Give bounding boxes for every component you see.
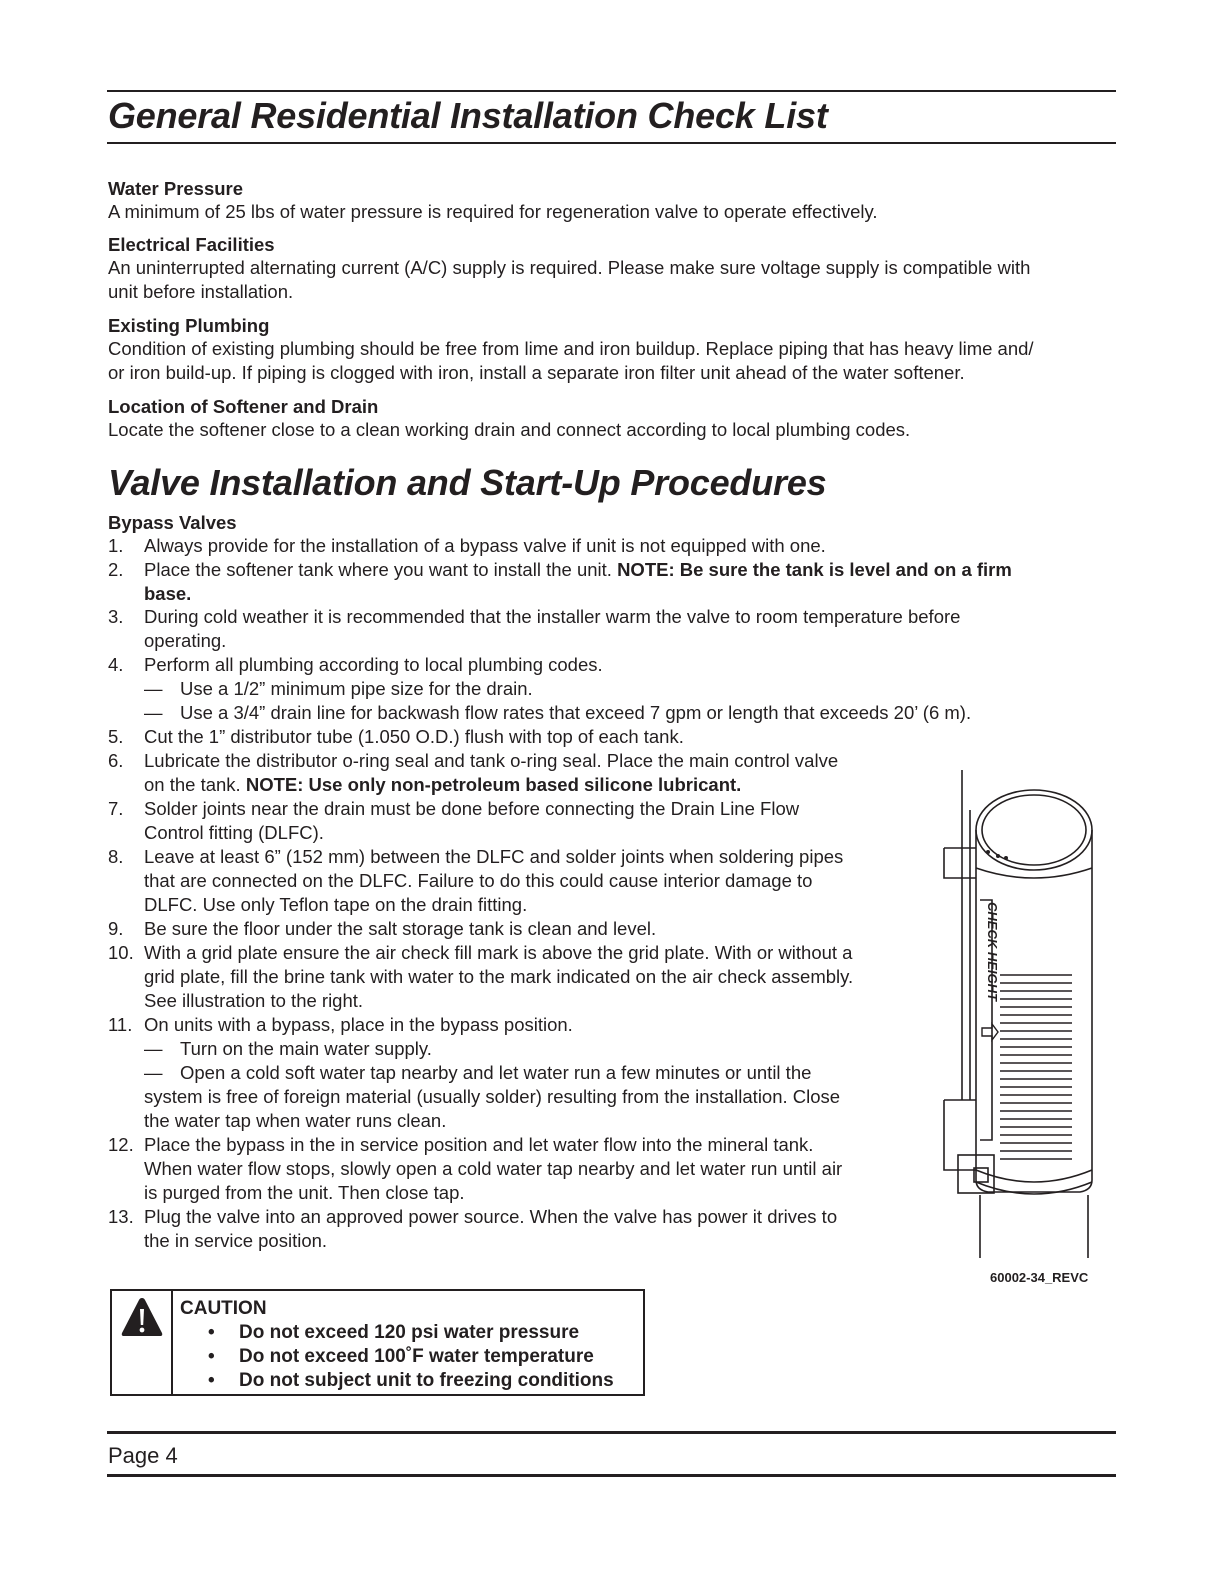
step-text: On units with a bypass, place in the bypass position. bbox=[144, 1014, 573, 1035]
footer-top-rule bbox=[107, 1431, 1116, 1434]
step-text: Always provide for the installation of a bypass valve if unit is not equipped with one. bbox=[144, 535, 826, 556]
caution-item-text: Do not subject unit to freezing conditions bbox=[239, 1370, 614, 1391]
sub-item-text: Use a 3/4” drain line for backwash flow rates that exceed 7 gpm or length that exceeds 20’ (6 m). bbox=[180, 702, 972, 723]
step-number: 1. bbox=[108, 535, 124, 556]
sub-item-text: Use a 1/2” minimum pipe size for the drain. bbox=[180, 678, 533, 699]
step-text: Control fitting (DLFC). bbox=[144, 822, 324, 843]
step-text-plain: on the tank. bbox=[144, 774, 246, 795]
step-text: DLFC. Use only Teflon tape on the drain fitting. bbox=[144, 894, 528, 915]
step-number: 11. bbox=[108, 1014, 133, 1035]
caution-icon-cell bbox=[112, 1291, 173, 1394]
section-text: A minimum of 25 lbs of water pressure is required for regeneration valve to operate effectively. bbox=[108, 201, 878, 222]
dash-marker: — bbox=[144, 1062, 163, 1083]
caution-title: CAUTION bbox=[180, 1298, 267, 1319]
step-number: 13. bbox=[108, 1206, 134, 1227]
step-text: system is free of foreign material (usually solder) resulting from the installation. Close bbox=[144, 1086, 841, 1107]
step-text: When water flow stops, slowly open a cold water tap nearby and let water run until air bbox=[144, 1158, 843, 1179]
step-number: 12. bbox=[108, 1134, 134, 1155]
figure-caption: 60002-34_REVC bbox=[990, 1270, 1089, 1285]
step-text: the in service position. bbox=[144, 1230, 328, 1251]
top-rule bbox=[107, 90, 1116, 92]
caution-item bbox=[208, 1345, 594, 1369]
bypass-valves-title: Bypass Valves bbox=[108, 512, 237, 533]
step-number: 7. bbox=[108, 798, 124, 819]
step-number: 2. bbox=[108, 559, 124, 580]
caution-item-text: Do not exceed 100˚F water temperature bbox=[239, 1346, 594, 1367]
section-text: or iron build-up. If piping is clogged with iron, install a separate iron filter unit ahead of the water softener. bbox=[108, 362, 965, 383]
dash-marker: — bbox=[144, 1038, 163, 1059]
dash-marker: — bbox=[144, 702, 163, 723]
step-text: Place the bypass in the in service position and let water flow into the mineral tank. bbox=[144, 1134, 814, 1155]
step-number: 4. bbox=[108, 654, 124, 675]
title-underline bbox=[107, 142, 1116, 144]
procedures-heading: Valve Installation and Start-Up Procedures bbox=[108, 462, 827, 503]
bullet-marker: • bbox=[208, 1370, 215, 1391]
step-number: 5. bbox=[108, 726, 124, 747]
section-title-location: Location of Softener and Drain bbox=[108, 396, 379, 417]
footer-bottom-rule bbox=[107, 1474, 1116, 1477]
step-number: 3. bbox=[108, 606, 124, 627]
step-text: Plug the valve into an approved power source. When the valve has power it drives to bbox=[144, 1206, 838, 1227]
section-title-plumbing: Existing Plumbing bbox=[108, 315, 270, 336]
step-text: operating. bbox=[144, 630, 227, 651]
check-height-label: CHECK HEIGHT bbox=[985, 902, 1000, 1001]
step-number: 10. bbox=[108, 942, 134, 963]
step-text: Lubricate the distributor o-ring seal and tank o-ring seal. Place the main control valve bbox=[144, 750, 839, 771]
page-title: General Residential Installation Check List bbox=[108, 95, 828, 136]
section-text: unit before installation. bbox=[108, 281, 294, 302]
section-text: An uninterrupted alternating current (A/C) supply is required. Please make sure voltage supply is compatible with bbox=[108, 257, 1031, 278]
bullet-marker: • bbox=[208, 1322, 215, 1343]
step-text: During cold weather it is recommended that the installer warm the valve to room temperature before bbox=[144, 606, 961, 627]
sub-item bbox=[144, 677, 533, 701]
caution-item-text: Do not exceed 120 psi water pressure bbox=[239, 1322, 580, 1343]
step-text: is purged from the unit. Then close tap. bbox=[144, 1182, 465, 1203]
step-text bbox=[144, 773, 741, 797]
step-number: 9. bbox=[108, 918, 124, 939]
warning-icon bbox=[120, 1296, 164, 1338]
section-text: Condition of existing plumbing should be free from lime and iron buildup. Replace piping that has heavy lime and/ bbox=[108, 338, 1034, 359]
step-number: 6. bbox=[108, 750, 124, 771]
caution-box bbox=[110, 1289, 645, 1396]
step-text: Cut the 1” distributor tube (1.050 O.D.) flush with top of each tank. bbox=[144, 726, 684, 747]
step-text: the water tap when water runs clean. bbox=[144, 1110, 447, 1131]
sub-item bbox=[144, 701, 971, 725]
step-text: Perform all plumbing according to local plumbing codes. bbox=[144, 654, 603, 675]
step-note: NOTE: Use only non-petroleum based silicone lubricant. bbox=[245, 774, 742, 795]
caution-item bbox=[208, 1369, 614, 1393]
step-text bbox=[144, 558, 1012, 582]
step-note: NOTE: Be sure the tank is level and on a firm bbox=[617, 559, 1012, 580]
dash-marker: — bbox=[144, 678, 163, 699]
sub-item bbox=[144, 1061, 811, 1085]
step-text: that are connected on the DLFC. Failure to do this could cause interior damage to bbox=[144, 870, 813, 891]
step-text-plain: Place the softener tank where you want to install the unit. bbox=[144, 559, 618, 580]
sub-item bbox=[144, 1037, 432, 1061]
bullet-marker: • bbox=[208, 1346, 215, 1367]
step-text: Be sure the floor under the salt storage tank is clean and level. bbox=[144, 918, 657, 939]
section-title-water-pressure: Water Pressure bbox=[108, 178, 244, 199]
step-text: With a grid plate ensure the air check fill mark is above the grid plate. With or without a bbox=[144, 942, 853, 963]
step-number: 8. bbox=[108, 846, 124, 867]
sub-item-text: Open a cold soft water tap nearby and let water run a few minutes or until the bbox=[180, 1062, 812, 1083]
section-title-electrical: Electrical Facilities bbox=[108, 234, 275, 255]
step-text: Leave at least 6” (152 mm) between the DLFC and solder joints when soldering pipes bbox=[144, 846, 844, 867]
step-note: base. bbox=[144, 583, 192, 604]
air-check-illustration bbox=[940, 770, 1100, 1260]
step-text: Solder joints near the drain must be done before connecting the Drain Line Flow bbox=[144, 798, 800, 819]
caution-item bbox=[208, 1321, 579, 1345]
sub-item-text: Turn on the main water supply. bbox=[180, 1038, 432, 1059]
step-text: grid plate, fill the brine tank with water to the mark indicated on the air check assembly. bbox=[144, 966, 854, 987]
section-text: Locate the softener close to a clean working drain and connect according to local plumbing codes. bbox=[108, 419, 911, 440]
step-text: See illustration to the right. bbox=[144, 990, 364, 1011]
page-number: Page 4 bbox=[108, 1443, 178, 1468]
